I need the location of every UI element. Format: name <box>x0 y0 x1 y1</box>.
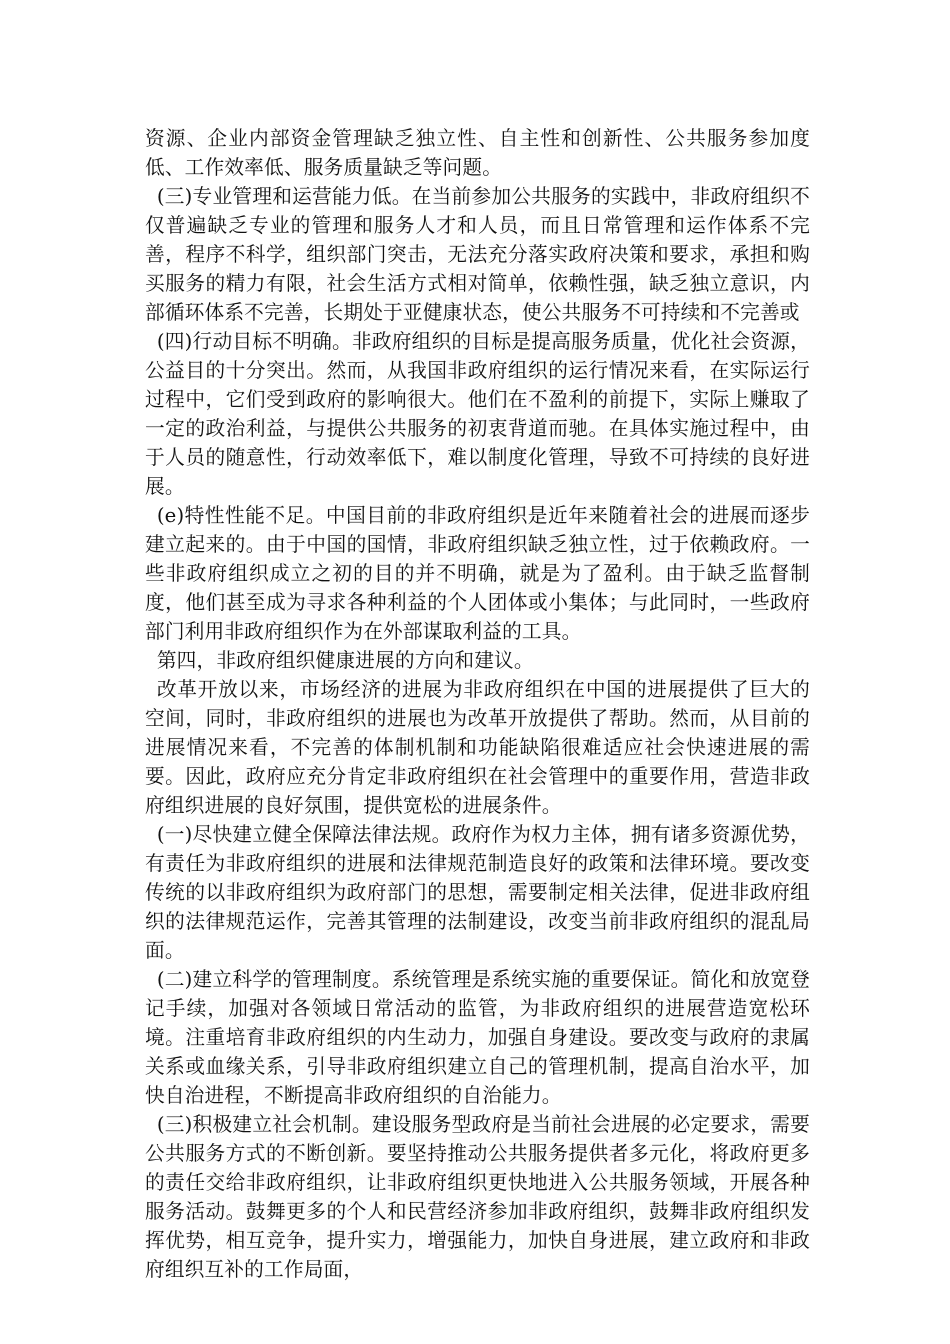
paragraph-management-system: (二)建立科学的管理制度。系统管理是系统实施的重要保证。简化和放宽登记手续，加强对各领域日常活动的监管，为非政府组织的进展营造宽松环境。注重培育非政府组织的内生动力，加强自身建设。要改变与政府的隶属关系或血缘关系，引导非政府组织建立自己的管理机制，提高自治水平，加快自治进程，不断提高非政府组织的自治能力。 <box>145 968 810 1107</box>
paragraph-characteristics: (e)特性性能不足。中国目前的非政府组织是近年来随着社会的进展而逐步建立起来的。由于中国的国情，非政府组织缺乏独立性，过于依赖政府。一些非政府组织成立之初的目的并不明确，就是为了盈利。由于缺乏监督制度，他们甚至成为寻求各种利益的个人团体或小集体；与此同时，一些政府部门利用非政府组织作为在外部谋取利益的工具。 <box>145 504 810 643</box>
paragraph-legal-framework: (一)尽快建立健全保障法律法规。政府作为权力主体，拥有诸多资源优势，有责任为非政府组织的进展和法律规范制造良好的政策和法律环境。要改变传统的以非政府组织为政府部门的思想，需要制定相关法律，促进非政府组织的法律规范运作，完善其管理的法制建设，改变当前非政府组织的混乱局面。 <box>145 823 810 962</box>
document-page <box>145 124 810 1284</box>
paragraph-professional-management: (三)专业管理和运营能力低。在当前参加公共服务的实践中，非政府组织不仅普遍缺乏专业的管理和服务人才和人员，而且日常管理和运作体系不完善，程序不科学，组织部门突击，无法充分落实政府决策和要求，承担和购买服务的精力有限，社会生活方式相对简单，依赖性强，缺乏独立意识，内部循环体系不完善，长期处于亚健康状态，使公共服务不可持续和不完善或 <box>145 185 810 324</box>
paragraph-social-mechanism: (三)积极建立社会机制。建设服务型政府是当前社会进展的必定要求，需要公共服务方式的不断创新。要坚持推动公共服务提供者多元化，将政府更多的责任交给非政府组织，让非政府组织更快地进入公共服务领域，开展各种服务活动。鼓舞更多的个人和民营经济参加非政府组织，鼓舞非政府组织发挥优势，相互竞争，提升实力，增强能力，加快自身进展，建立政府和非政府组织互补的工作局面， <box>145 1113 810 1281</box>
paragraph-resources-issues: 资源、企业内部资金管理缺乏独立性、自主性和创新性、公共服务参加度低、工作效率低、服务质量缺乏等问题。 <box>145 127 810 179</box>
paragraph-action-goals: (四)行动目标不明确。非政府组织的目标是提高服务质量，优化社会资源，公益目的十分突出。然而，从我国非政府组织的运行情况来看，在实际运行过程中，它们受到政府的影响很大。他们在不盈利的前提下，实际上赚取了一定的政治利益，与提供公共服务的初衷背道而驰。在具体实施过程中，由于人员的随意性，行动效率低下，难以制度化管理，导致不可持续的良好进展。 <box>145 330 810 498</box>
paragraph-reform-opening: 改革开放以来，市场经济的进展为非政府组织在中国的进展提供了巨大的空间，同时，非政府组织的进展也为改革开放提供了帮助。然而，从目前的进展情况来看，不完善的体制机制和功能缺陷很难适应社会快速进展的需要。因此，政府应充分肯定非政府组织在社会管理中的重要作用，营造非政府组织进展的良好氛围，提供宽松的进展条件。 <box>145 678 810 817</box>
section-heading-fourth: 第四，非政府组织健康进展的方向和建议。 <box>156 649 534 672</box>
